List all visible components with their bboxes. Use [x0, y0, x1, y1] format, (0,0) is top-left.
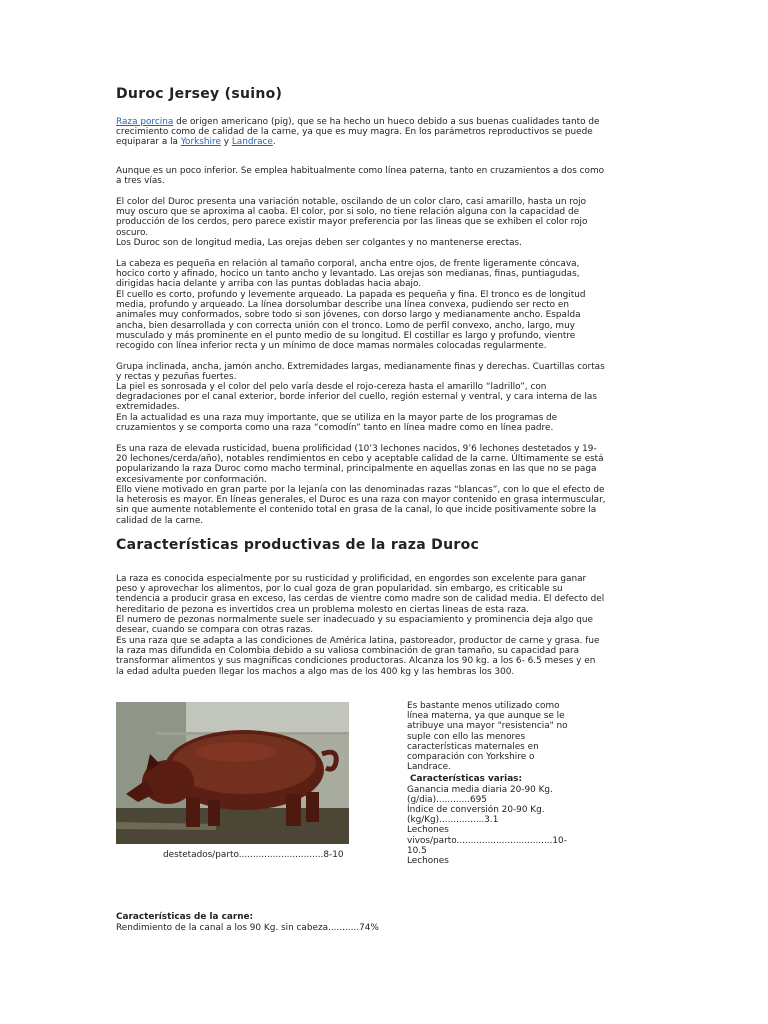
meat-heading: Características de la carne: — [116, 912, 254, 922]
paragraph: Ello viene motivado en gran parte por la lejanía con las denominadas razas “blancas”, con lo que el efecto de la heterosis es mayor. En líneas generales, el Duroc es una raza con mayor contenido en grasa intermuscular, sin que aumente notablemente el contenido total en grasa de la canal, lo que incide positivamente sobre la calidad de la carne. — [116, 485, 606, 526]
paragraph: El cuello es corto, profundo y levemente arqueado. La papada es pequeña y fina. El tronco es de longitud media, profundo y arqueado. La línea dorsolumbar describe una línea convexa, pudiendo ser recto en animales muy conformados, sobre todo si son jóvenes, con dorso largo y medianamente ancho. Espalda ancha, bien desarrollada y con correcta unión con el tronco. Lomo de perfil convexo, ancho, largo, muy musculado y más prominente en el punto medio de su longitud. El costillar es largo y profundo, vientre recogido con línea inferior recta y un mínimo de doce mamas normales colocadas regularmente. — [116, 290, 586, 352]
paragraph: Es una raza de elevada rusticidad, buena prolificidad (10’3 lechones nacidos, 9’6 lechones destetados y 19-20 lechones/cerda/año), notables rendimientos en cebo y aceptable calidad de la carne. Últimamente se está popularizando la raza Duroc como macho terminal, principalmente en aquellas zonas en las que no se paga excesivamente por conformación. — [116, 444, 604, 485]
meat-characteristics — [116, 912, 379, 933]
side-column — [407, 701, 579, 866]
page-title: Duroc Jersey (suino) — [116, 86, 283, 102]
side-line: vivos/parto..................................10- — [407, 835, 567, 846]
meat-line: Rendimiento de la canal a los 90 Kg. sin cabeza...........74% — [116, 922, 379, 933]
paragraph: Aunque es un poco inferior. Se emplea habitualmente como línea paterna, tanto en cruzamientos a dos como a tres vías. — [116, 166, 605, 187]
side-text: Es bastante menos utilizado como línea materna, ya que aunque se le atribuye una mayor "resistencia" no suple con ello las menores características maternales en comparación con Yorkshire o Landrace. — [407, 701, 568, 773]
side-line: Índice de conversión 20-90 Kg. — [407, 805, 545, 816]
paragraph: La cabeza es pequeña en relación al tamaño corporal, ancha entre ojos, de frente ligeramente cóncava, hocico corto y afinado, hocico un tanto ancho y levantado. Las orejas son medianas, finas, puntiagudas, dirigidas hacia delante y arriba con las puntas dobladas hacia abajo. — [116, 259, 580, 290]
section-heading: Características productivas de la raza Duroc — [116, 537, 480, 553]
side-line: (kg/Kg)................3.1 — [407, 815, 499, 826]
paragraph: Los Duroc son de longitud media, Las orejas deben ser colgantes y no mantenerse erectas. — [116, 238, 523, 248]
paragraph: El color del Duroc presenta una variación notable, oscilando de un color claro, casi amarillo, hasta un rojo muy oscuro que se aproxima al caoba. El color, por si solo, no tiene relación alguna con la capacidad de producción de los cerdos, pero parece existir mayor preferencia por las lineas que se exhiben el color rojo oscuro. — [116, 197, 588, 238]
side-line: (g/dia)............695 — [407, 794, 487, 805]
paragraph: En la actualidad es una raza muy importante, que se utiliza en la mayor parte de los programas de cruzamientos y se comporta como una raza “comodín” tanto en línea madre como en línea padre. — [116, 413, 558, 434]
side-heading: Características varias: — [410, 774, 523, 785]
paragraph: Es una raza que se adapta a las condiciones de América latina, pastoreador, productor de carne y grasa. fue la raza mas difundida en Colombia debido a su valiosa combinación de gran tamaño, su capacidad para transformar alimentos y sus magnificas condiciones productoras. Alcanza los 90 kg. a los 6- 6.5 meses y en la edad adulta pueden llegar los machos a algo mas de los 400 kg y las hembras los 300. — [116, 636, 600, 677]
link-raza-porcina[interactable]: Raza porcina — [116, 117, 174, 127]
side-line: Lechones — [407, 856, 449, 867]
paragraph: El numero de pezonas normalmente suele ser inadecuado y su espaciamiento y prominencia deja algo que desear, cuando se compara con otras razas. — [116, 615, 593, 636]
link-landrace[interactable]: Landrace — [231, 137, 273, 148]
side-line: Ganancia media diaria 20-90 Kg. — [407, 784, 553, 795]
duroc-pig-photo — [116, 702, 349, 844]
link-yorkshire[interactable]: Yorkshire — [180, 137, 221, 148]
paragraph: La piel es sonrosada y el color del pelo varía desde el rojo-cereza hasta el amarillo “ladrillo”, con degradaciones por el canal exterior, borde inferior del cuello, región esternal y ventral, y cara interna de las extremidades. — [116, 382, 597, 413]
side-line: Lechones — [407, 825, 449, 836]
photo-caption: destetados/parto..............................8-10 — [163, 850, 344, 860]
side-line: 10.5 — [407, 845, 427, 856]
pig-illustration — [116, 702, 349, 844]
paragraph: Grupa inclinada, ancha, jamón ancho. Extremidades largas, medianamente finas y derechas. Cuartillas cortas y rectas y pezuñas fuertes. — [116, 362, 605, 383]
paragraph: La raza es conocida especialmente por su rusticidad y prolificidad, en engordes son excelente para ganar peso y aprovechar los alimentos, por lo cual goza de gran popularidad. sin embargo, es criticable su tendencia a producir grasa en exceso, las cerdas de vientre como madre son de calidad media. El defecto del hereditario de pezona es invertidos crea un problema molesto en ciertas lineas de esta raza. — [116, 574, 605, 615]
intro-paragraph: Raza porcina de origen americano (pig), que se ha hecho un hueco debido a sus buenas cualidades tanto de crecimiento como de calidad de la carne, ya que es muy magra. En los parámetros reproductivos se puede equiparar a la Yorkshire y Landrace. — [116, 117, 600, 148]
